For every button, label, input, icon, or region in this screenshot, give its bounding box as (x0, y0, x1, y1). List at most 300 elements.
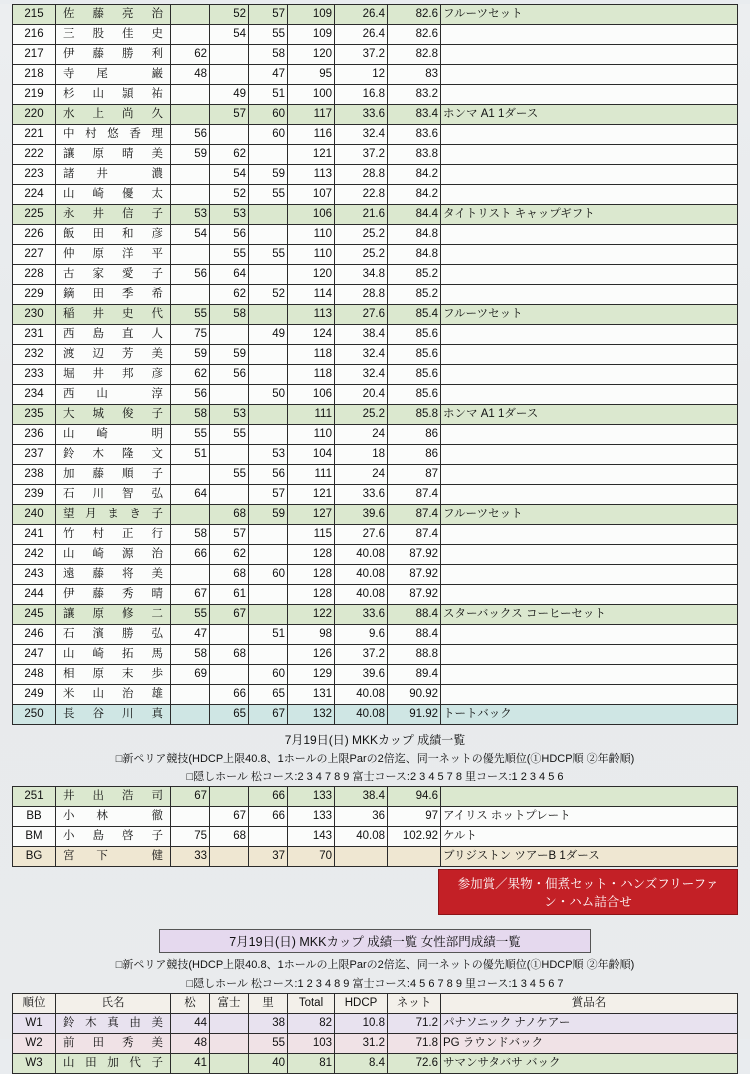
table-row (13, 585, 738, 605)
net-cell: 85.6 (388, 385, 441, 405)
sato-score-cell: 59 (249, 165, 288, 185)
fuji-score-cell: 65 (210, 705, 249, 725)
table-row (13, 545, 738, 565)
total-cell: 109 (288, 5, 335, 25)
table-row (13, 185, 738, 205)
header-net: ネット (388, 994, 441, 1014)
matsu-score-cell (171, 165, 210, 185)
table-row (13, 665, 738, 685)
hdcp-cell: 8.4 (335, 1054, 388, 1074)
net-cell: 87.92 (388, 585, 441, 605)
total-cell: 124 (288, 325, 335, 345)
hdcp-cell: 38.4 (335, 787, 388, 807)
prize-cell (441, 645, 738, 665)
net-cell: 82.6 (388, 25, 441, 45)
prize-cell (441, 625, 738, 645)
table-row (13, 25, 738, 45)
fuji-score-cell (210, 385, 249, 405)
sato-score-cell (249, 525, 288, 545)
sato-score-cell (249, 605, 288, 625)
matsu-score-cell: 64 (171, 485, 210, 505)
player-name: 望 月 ま き 子 (56, 505, 171, 525)
table-row (13, 65, 738, 85)
table-row (13, 1014, 738, 1034)
fuji-score-cell: 57 (210, 525, 249, 545)
matsu-score-cell (171, 185, 210, 205)
fuji-score-cell (210, 445, 249, 465)
net-cell: 83.6 (388, 125, 441, 145)
fuji-score-cell (210, 485, 249, 505)
rank-cell: 234 (13, 385, 56, 405)
rank-cell: 238 (13, 465, 56, 485)
hdcp-cell: 21.6 (335, 205, 388, 225)
fuji-score-cell: 68 (210, 505, 249, 525)
matsu-score-cell (171, 807, 210, 827)
fuji-score-cell (210, 65, 249, 85)
matsu-score-cell: 56 (171, 385, 210, 405)
prize-cell (441, 125, 738, 145)
net-cell: 84.4 (388, 205, 441, 225)
player-name: 中 村 悠 香 理 (56, 125, 171, 145)
header-name: 氏名 (56, 994, 171, 1014)
matsu-score-cell: 48 (171, 1034, 210, 1054)
special-results-table (12, 786, 738, 867)
net-cell: 88.8 (388, 645, 441, 665)
fuji-score-cell: 59 (210, 345, 249, 365)
table-row (13, 425, 738, 445)
fuji-score-cell (210, 787, 249, 807)
table-row (13, 265, 738, 285)
table-header-row (13, 994, 738, 1014)
net-cell: 86 (388, 445, 441, 465)
rank-cell: 233 (13, 365, 56, 385)
hdcp-cell: 18 (335, 445, 388, 465)
sato-score-cell: 67 (249, 705, 288, 725)
rank-cell: 241 (13, 525, 56, 545)
rank-cell: 244 (13, 585, 56, 605)
total-cell: 116 (288, 125, 335, 145)
matsu-score-cell: 33 (171, 847, 210, 867)
table-row (13, 165, 738, 185)
sato-score-cell: 55 (249, 1034, 288, 1054)
hdcp-cell: 40.08 (335, 585, 388, 605)
player-name: 山 崎 拓 馬 (56, 645, 171, 665)
fuji-score-cell: 53 (210, 205, 249, 225)
rank-cell: 227 (13, 245, 56, 265)
table-row (13, 485, 738, 505)
fuji-score-cell: 58 (210, 305, 249, 325)
net-cell: 85.4 (388, 305, 441, 325)
fuji-score-cell (210, 847, 249, 867)
sato-score-cell: 55 (249, 185, 288, 205)
player-name: 渡 辺 芳 美 (56, 345, 171, 365)
mid-section-note-2: □隠しホール 松コース:2 3 4 7 8 9 富士コース:2 3 4 5 7 8 里コース:1 2 3 4 5 6 (186, 771, 564, 783)
net-cell: 83.8 (388, 145, 441, 165)
sato-score-cell: 40 (249, 1054, 288, 1074)
player-name: 伊 藤 勝 利 (56, 45, 171, 65)
player-name: 稲 井 史 代 (56, 305, 171, 325)
prize-cell (441, 225, 738, 245)
table-row (13, 125, 738, 145)
hdcp-cell: 28.8 (335, 165, 388, 185)
fuji-score-cell (210, 625, 249, 645)
net-cell: 85.8 (388, 405, 441, 425)
matsu-score-cell: 58 (171, 645, 210, 665)
hdcp-cell: 9.6 (335, 625, 388, 645)
total-cell: 118 (288, 345, 335, 365)
matsu-score-cell: 59 (171, 345, 210, 365)
player-name: 大 城 俊 子 (56, 405, 171, 425)
hdcp-cell: 26.4 (335, 25, 388, 45)
player-name: 諸 井 濃 (56, 165, 171, 185)
sato-score-cell: 47 (249, 65, 288, 85)
fuji-score-cell: 62 (210, 145, 249, 165)
hdcp-cell: 36 (335, 807, 388, 827)
rank-cell: 229 (13, 285, 56, 305)
fuji-score-cell (210, 1054, 249, 1074)
matsu-score-cell: 55 (171, 425, 210, 445)
fuji-score-cell: 62 (210, 545, 249, 565)
rank-cell: 228 (13, 265, 56, 285)
fuji-score-cell: 67 (210, 605, 249, 625)
header-prize: 賞品名 (441, 994, 738, 1014)
sato-score-cell: 51 (249, 85, 288, 105)
fuji-score-cell: 56 (210, 365, 249, 385)
total-cell: 133 (288, 807, 335, 827)
net-cell: 84.8 (388, 225, 441, 245)
hdcp-cell: 40.08 (335, 545, 388, 565)
table-row (13, 505, 738, 525)
rank-cell: 221 (13, 125, 56, 145)
sato-score-cell (249, 827, 288, 847)
hdcp-cell: 27.6 (335, 305, 388, 325)
fuji-score-cell (210, 45, 249, 65)
sato-score-cell (249, 585, 288, 605)
rank-cell: 246 (13, 625, 56, 645)
total-cell: 143 (288, 827, 335, 847)
prize-cell (441, 665, 738, 685)
prize-cell: ケルト (441, 827, 738, 847)
table-row (13, 445, 738, 465)
mid-section-title: 7月19日(日) MKKカップ 成績一覧 (284, 733, 466, 747)
table-row (13, 847, 738, 867)
hdcp-cell: 10.8 (335, 1014, 388, 1034)
prize-cell (441, 25, 738, 45)
table-row (13, 85, 738, 105)
hdcp-cell: 16.8 (335, 85, 388, 105)
total-cell: 132 (288, 705, 335, 725)
net-cell: 85.6 (388, 365, 441, 385)
sato-score-cell (249, 205, 288, 225)
table-row (13, 145, 738, 165)
matsu-score-cell: 56 (171, 125, 210, 145)
hdcp-cell: 22.8 (335, 185, 388, 205)
sato-score-cell: 59 (249, 505, 288, 525)
prize-cell (441, 545, 738, 565)
rank-cell: 218 (13, 65, 56, 85)
table-row (13, 345, 738, 365)
hdcp-cell: 32.4 (335, 365, 388, 385)
rank-cell: 243 (13, 565, 56, 585)
player-name: 小 林 徹 (56, 807, 171, 827)
women-section-note-2: □隠しホール 松コース:1 2 3 4 8 9 富士コース:4 5 6 7 8 9 里コース:1 3 4 5 6 7 (186, 978, 564, 990)
hdcp-cell: 20.4 (335, 385, 388, 405)
table-row (13, 1034, 738, 1054)
player-name: 宮 下 健 (56, 847, 171, 867)
table-row (13, 285, 738, 305)
net-cell: 102.92 (388, 827, 441, 847)
prize-cell (441, 325, 738, 345)
player-name: 三 股 佳 史 (56, 25, 171, 45)
hdcp-cell (335, 847, 388, 867)
net-cell: 85.6 (388, 325, 441, 345)
rank-cell: 232 (13, 345, 56, 365)
hdcp-cell: 24 (335, 465, 388, 485)
prize-cell: PG ラウンドバック (441, 1034, 738, 1054)
prize-cell (441, 465, 738, 485)
player-name: 仲 原 洋 平 (56, 245, 171, 265)
sato-score-cell (249, 425, 288, 445)
fuji-score-cell: 64 (210, 265, 249, 285)
fuji-score-cell: 57 (210, 105, 249, 125)
hdcp-cell: 27.6 (335, 525, 388, 545)
sato-score-cell: 58 (249, 45, 288, 65)
rank-cell: W3 (13, 1054, 56, 1074)
fuji-score-cell: 66 (210, 685, 249, 705)
hdcp-cell: 33.6 (335, 605, 388, 625)
rank-cell: W2 (13, 1034, 56, 1054)
hdcp-cell: 37.2 (335, 645, 388, 665)
rank-cell: 247 (13, 645, 56, 665)
table-row (13, 45, 738, 65)
net-cell: 83.4 (388, 105, 441, 125)
rank-cell: 242 (13, 545, 56, 565)
table-row (13, 645, 738, 665)
total-cell: 107 (288, 185, 335, 205)
sato-score-cell (249, 265, 288, 285)
net-cell: 88.4 (388, 605, 441, 625)
hdcp-cell: 24 (335, 425, 388, 445)
prize-cell (441, 425, 738, 445)
sato-score-cell: 51 (249, 625, 288, 645)
header-matsu: 松 (171, 994, 210, 1014)
table-row (13, 827, 738, 847)
sato-score-cell (249, 145, 288, 165)
rank-cell: 237 (13, 445, 56, 465)
hdcp-cell: 28.8 (335, 285, 388, 305)
table-row (13, 245, 738, 265)
table-row (13, 325, 738, 345)
fuji-score-cell (210, 325, 249, 345)
matsu-score-cell: 62 (171, 45, 210, 65)
matsu-score-cell: 66 (171, 545, 210, 565)
prize-cell: スターバックス コーヒーセット (441, 605, 738, 625)
total-cell: 120 (288, 45, 335, 65)
prize-cell: ホンマ A1 1ダース (441, 405, 738, 425)
table-row (13, 565, 738, 585)
sato-score-cell: 65 (249, 685, 288, 705)
prize-cell (441, 265, 738, 285)
total-cell: 118 (288, 365, 335, 385)
total-cell: 109 (288, 25, 335, 45)
prize-cell (441, 385, 738, 405)
prize-cell (441, 565, 738, 585)
prize-cell (441, 85, 738, 105)
fuji-score-cell: 62 (210, 285, 249, 305)
participation-award-box: 参加賞／果物・佃煮セット・ハンズフリーファン・ハム詰合せ (438, 869, 738, 915)
total-cell: 129 (288, 665, 335, 685)
net-cell: 89.4 (388, 665, 441, 685)
player-name: 加 藤 順 子 (56, 465, 171, 485)
sato-score-cell: 60 (249, 105, 288, 125)
hdcp-cell: 34.8 (335, 265, 388, 285)
prize-cell (441, 485, 738, 505)
scanned-results-page (0, 4, 750, 1069)
sato-score-cell: 60 (249, 125, 288, 145)
rank-cell: 240 (13, 505, 56, 525)
total-cell: 81 (288, 1054, 335, 1074)
total-cell: 110 (288, 245, 335, 265)
player-name: 石 川 智 弘 (56, 485, 171, 505)
rank-cell: BG (13, 847, 56, 867)
matsu-score-cell (171, 465, 210, 485)
player-name: 鈴 木 真 由 美 (56, 1014, 171, 1034)
table-row (13, 305, 738, 325)
fuji-score-cell: 52 (210, 5, 249, 25)
player-name: 遠 藤 将 美 (56, 565, 171, 585)
total-cell: 111 (288, 465, 335, 485)
matsu-score-cell (171, 285, 210, 305)
sato-score-cell (249, 345, 288, 365)
prize-cell (441, 245, 738, 265)
total-cell: 82 (288, 1014, 335, 1034)
header-rank: 順位 (13, 994, 56, 1014)
matsu-score-cell: 62 (171, 365, 210, 385)
fuji-score-cell: 55 (210, 245, 249, 265)
hdcp-cell: 38.4 (335, 325, 388, 345)
net-cell: 83.2 (388, 85, 441, 105)
prize-cell: トートバック (441, 705, 738, 725)
net-cell: 71.8 (388, 1034, 441, 1054)
matsu-score-cell: 47 (171, 625, 210, 645)
matsu-score-cell: 58 (171, 525, 210, 545)
total-cell: 126 (288, 645, 335, 665)
matsu-score-cell (171, 245, 210, 265)
prize-cell: フルーツセット (441, 505, 738, 525)
prize-cell (441, 145, 738, 165)
net-cell: 83 (388, 65, 441, 85)
fuji-score-cell (210, 1014, 249, 1034)
prize-cell (441, 185, 738, 205)
matsu-score-cell: 56 (171, 265, 210, 285)
prize-cell (441, 585, 738, 605)
prize-cell (441, 685, 738, 705)
net-cell: 72.6 (388, 1054, 441, 1074)
player-name: 山 崎 源 治 (56, 545, 171, 565)
matsu-score-cell: 51 (171, 445, 210, 465)
prize-cell (441, 45, 738, 65)
hdcp-cell: 26.4 (335, 5, 388, 25)
total-cell: 98 (288, 625, 335, 645)
hdcp-cell: 33.6 (335, 105, 388, 125)
table-row (13, 365, 738, 385)
prize-cell (441, 285, 738, 305)
sato-score-cell: 37 (249, 847, 288, 867)
fuji-score-cell: 68 (210, 645, 249, 665)
net-cell: 87.4 (388, 505, 441, 525)
prize-cell (441, 445, 738, 465)
fuji-score-cell: 54 (210, 25, 249, 45)
prize-cell: ホンマ A1 1ダース (441, 105, 738, 125)
player-name: 寺 尾 巌 (56, 65, 171, 85)
total-cell: 131 (288, 685, 335, 705)
total-cell: 121 (288, 485, 335, 505)
sato-score-cell (249, 305, 288, 325)
hdcp-cell: 25.2 (335, 245, 388, 265)
hdcp-cell: 33.6 (335, 485, 388, 505)
hdcp-cell: 25.2 (335, 405, 388, 425)
prize-cell: パナソニック ナノケアー (441, 1014, 738, 1034)
hdcp-cell: 40.08 (335, 685, 388, 705)
hdcp-cell: 31.2 (335, 1034, 388, 1054)
sato-score-cell: 52 (249, 285, 288, 305)
hdcp-cell: 32.4 (335, 125, 388, 145)
fuji-score-cell: 55 (210, 465, 249, 485)
net-cell: 82.8 (388, 45, 441, 65)
total-cell: 104 (288, 445, 335, 465)
sato-score-cell: 56 (249, 465, 288, 485)
net-cell: 87 (388, 465, 441, 485)
prize-cell (441, 787, 738, 807)
prize-cell (441, 65, 738, 85)
header-sato: 里 (249, 994, 288, 1014)
player-name: 西 山 淳 (56, 385, 171, 405)
sato-score-cell: 49 (249, 325, 288, 345)
total-cell: 128 (288, 585, 335, 605)
matsu-score-cell: 58 (171, 405, 210, 425)
rank-cell: 245 (13, 605, 56, 625)
matsu-score-cell: 53 (171, 205, 210, 225)
fuji-score-cell: 55 (210, 425, 249, 445)
total-cell: 70 (288, 847, 335, 867)
net-cell: 84.2 (388, 185, 441, 205)
rank-cell: 216 (13, 25, 56, 45)
player-name: 水 上 尚 久 (56, 105, 171, 125)
women-section-banner: 7月19日(日) MKKカップ 成績一覧 女性部門成績一覧 (159, 929, 591, 953)
player-name: 永 井 信 子 (56, 205, 171, 225)
sato-score-cell: 55 (249, 245, 288, 265)
table-row (13, 807, 738, 827)
total-cell: 95 (288, 65, 335, 85)
hdcp-cell: 25.2 (335, 225, 388, 245)
table-row (13, 705, 738, 725)
net-cell: 94.6 (388, 787, 441, 807)
table-row (13, 5, 738, 25)
matsu-score-cell: 55 (171, 305, 210, 325)
rank-cell: 224 (13, 185, 56, 205)
matsu-score-cell: 59 (171, 145, 210, 165)
fuji-score-cell: 54 (210, 165, 249, 185)
fuji-score-cell: 68 (210, 827, 249, 847)
fuji-score-cell: 52 (210, 185, 249, 205)
total-cell: 110 (288, 425, 335, 445)
net-cell: 97 (388, 807, 441, 827)
player-name: 小 島 啓 子 (56, 827, 171, 847)
player-name: 山 田 加 代 子 (56, 1054, 171, 1074)
women-results-table (12, 993, 738, 1074)
total-cell: 127 (288, 505, 335, 525)
hdcp-cell: 39.6 (335, 505, 388, 525)
